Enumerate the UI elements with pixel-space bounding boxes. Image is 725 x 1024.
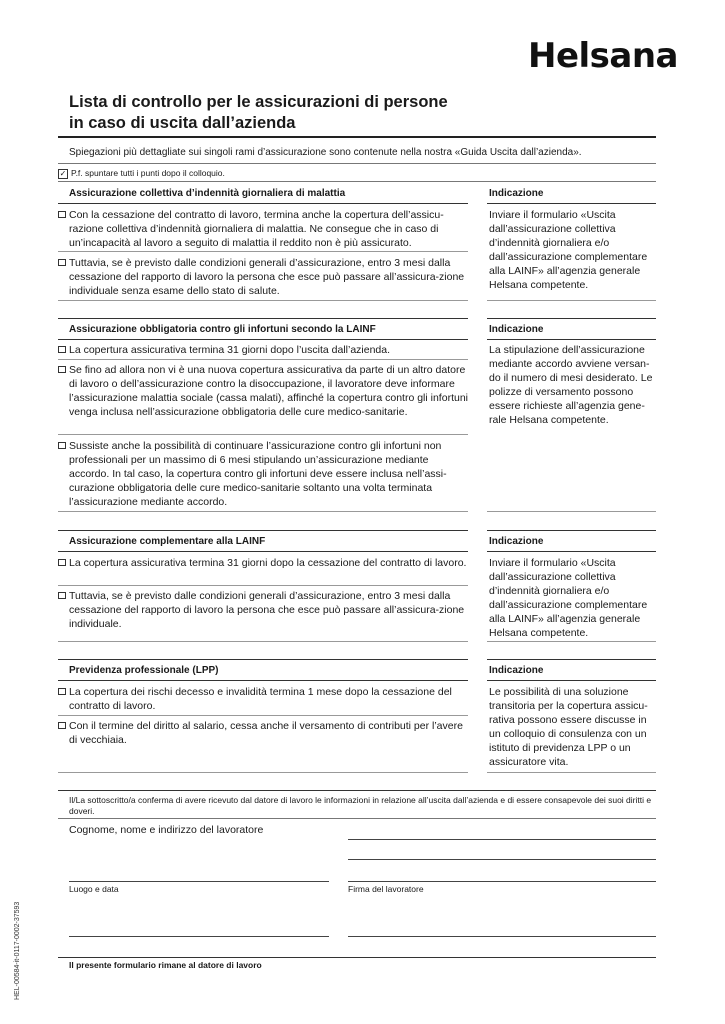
checkbox[interactable]	[58, 592, 66, 599]
item-divider	[58, 715, 468, 716]
footer-divider	[58, 957, 656, 958]
item-divider	[58, 434, 468, 435]
checklist-item[interactable]	[58, 343, 468, 357]
checklist-item-text: Con la cessazione del contratto di lavoro, termina anche la copertura dell’assicu-razione collettiva d’indennità giornaliera di malattia. Ne consegue che in caso di un’incapacità al lavoro a seguito di malattia il reddito non è più assicurato.	[69, 209, 444, 249]
place-date-line[interactable]	[69, 881, 329, 882]
item-divider	[58, 641, 468, 642]
checklist-item-text: La copertura assicurativa termina 31 giorni dopo la cessazione del contratto di lavoro.	[69, 557, 467, 569]
page-title-line1: Lista di controllo per le assicurazioni di persone	[69, 93, 448, 111]
section-divider	[58, 203, 468, 204]
checklist-item[interactable]	[58, 439, 468, 509]
section-top-divider	[487, 659, 656, 660]
indication-text: Le possibilità di una soluzione transitoria per la copertura assicu-rativa possono essere discusse in un colloquio di consulenza con un istituto di previdenza LPP o un assicuratore vita.	[489, 686, 648, 768]
indication-text: Inviare il formulario «Uscita dall’assicurazione collettiva d’indennità giornaliera e/o dall’assicurazione complementare alla LAINF» all’agenzia generale Helsana competente.	[489, 557, 648, 639]
section-top-divider	[487, 530, 656, 531]
indication-text: Inviare il formulario «Uscita dall’assicurazione collettiva d’indennità giornaliera e/o dall’assicurazione complementare alla LAINF» all’agenzia generale Helsana competente.	[489, 209, 648, 291]
indication-heading-lpp: Indicazione	[489, 665, 544, 676]
signature-field[interactable]	[348, 936, 656, 937]
name-address-label: Cognome, nome e indirizzo del lavoratore	[69, 824, 264, 836]
item-divider	[58, 251, 468, 252]
checkbox[interactable]	[58, 722, 66, 729]
section-heading-supplementary: Assicurazione complementare alla LAINF	[69, 536, 266, 547]
signature-top-line[interactable]	[348, 881, 656, 882]
checklist-item[interactable]	[58, 556, 468, 570]
item-divider	[58, 511, 468, 512]
page-title-line2: in caso di uscita dall’azienda	[69, 114, 296, 132]
checkbox[interactable]	[58, 346, 66, 353]
checklist-item-text: Tuttavia, se è previsto dalle condizioni generali d’assicurazione, entro 3 mesi dalla cessazione del rapporto di lavoro la persona che esce può passare all’assicura-zione individuale senza esame dello stato di salute.	[69, 257, 465, 297]
footer-note: Il presente formulario rimane al datore di lavoro	[69, 960, 262, 970]
checkbox[interactable]	[58, 442, 66, 449]
section-top-divider	[487, 318, 656, 319]
section-divider	[58, 680, 468, 681]
item-divider	[58, 772, 468, 773]
check-note-text: P.f. spuntare tutti i punti dopo il colloquio.	[71, 168, 225, 178]
confirmation-divider	[58, 790, 656, 791]
checklist-item-text: Con il termine del diritto al salario, cessa anche il versamento di contributi per l’avere di vecchiaia.	[69, 720, 463, 746]
confirmation-text: Il/La sottoscritto/a conferma di avere ricevuto dal datore di lavoro le informazioni in relazione all’uscita dall’azienda e di essere consapevole dei suoi diritti e doveri.	[69, 795, 652, 816]
indication-heading-accident: Indicazione	[489, 324, 544, 335]
section-heading-lpp: Previdenza professionale (LPP)	[69, 665, 219, 676]
section-divider	[487, 680, 656, 681]
name-address-line-2[interactable]	[348, 859, 656, 860]
checklist-item[interactable]	[58, 685, 468, 713]
name-address-line-1[interactable]	[348, 839, 656, 840]
indication-heading-supplementary: Indicazione	[489, 536, 544, 547]
check-note-divider	[58, 181, 656, 182]
section-heading-daily-allowance: Assicurazione collettiva d’indennità giornaliera di malattia	[69, 188, 346, 199]
section-divider	[58, 551, 468, 552]
checklist-item[interactable]	[58, 719, 468, 747]
item-divider	[487, 300, 656, 301]
section-divider	[487, 339, 656, 340]
document-code: HEL-00584-it-0117-0002-37593	[14, 901, 21, 1000]
checklist-item[interactable]	[58, 256, 468, 298]
item-divider	[487, 641, 656, 642]
title-divider	[58, 136, 656, 138]
checkbox[interactable]	[58, 259, 66, 266]
item-divider	[58, 300, 468, 301]
checked-box-icon: ✓	[59, 168, 67, 178]
indication-heading-daily-allowance: Indicazione	[489, 188, 544, 199]
intro-divider	[58, 163, 656, 164]
signature-label: Firma del lavoratore	[348, 884, 424, 894]
checklist-item-text: Sussiste anche la possibilità di continuare l’assicurazione contro gli infortuni non professionali per un massimo di 6 mesi stipulando un’assicurazione mediante accordo. In tal caso, la copertura contro gli infortuni deve essere inclusa nell’assi-curazione obbligatoria delle cure medico-sanitarie soltanto una volta terminata l’assicurazione mediante accordo.	[69, 440, 447, 508]
checkbox[interactable]	[58, 211, 66, 218]
checklist-item[interactable]	[58, 208, 468, 250]
checklist-item[interactable]	[58, 363, 468, 419]
page-title	[69, 92, 659, 134]
section-top-divider	[58, 318, 468, 319]
indication-text: La stipulazione dell’assicurazione mediante accordo avviene versan-do il numero di mesi desiderato. Le polizze di versamento possono essere richieste all’agenzia gene-rale Helsana competente.	[489, 344, 653, 426]
section-top-divider	[58, 530, 468, 531]
section-divider	[487, 551, 656, 552]
section-heading-accident: Assicurazione obbligatoria contro gli infortuni secondo la LAINF	[69, 324, 376, 335]
confirmation-bottom-divider	[58, 818, 656, 819]
checklist-item-text: La copertura dei rischi decesso e invalidità termina 1 mese dopo la cessazione del contratto di lavoro.	[69, 686, 452, 712]
place-date-field[interactable]	[69, 936, 329, 937]
item-divider	[58, 585, 468, 586]
helsana-logo: Helsana	[528, 36, 678, 76]
checkbox[interactable]	[58, 688, 66, 695]
checkbox[interactable]	[58, 559, 66, 566]
checkbox[interactable]	[58, 366, 66, 373]
item-divider	[487, 772, 656, 773]
section-divider	[58, 339, 468, 340]
item-divider	[58, 359, 468, 360]
section-top-divider	[58, 659, 468, 660]
checklist-item[interactable]	[58, 589, 468, 631]
checklist-item-text: La copertura assicurativa termina 31 giorni dopo l’uscita dall’azienda.	[69, 344, 391, 356]
item-divider	[487, 511, 656, 512]
section-divider	[487, 203, 656, 204]
checklist-item-text: Se fino ad allora non vi è una nuova copertura assicurativa da parte di un altro datore di lavoro o dell’assicurazione contro la disoccupazione, il lavoratore deve informare l’assicurazione malattia sociale (cassa malati), affinché la copertura contro gli infortuni venga inclusa nell’assicurazione obbligatoria delle cure medico-sanitarie.	[69, 364, 468, 418]
intro-text: Spiegazioni più dettagliate sui singoli rami d’assicurazione sono contenute nella nostra «Guida Uscita dall’azienda».	[69, 147, 582, 158]
check-note	[58, 167, 225, 180]
checklist-item-text: Tuttavia, se è previsto dalle condizioni generali d’assicurazione, entro 3 mesi dalla cessazione del rapporto di lavoro la persona che esce può passare all’assicura-zione individuale.	[69, 590, 465, 630]
place-date-label: Luogo e data	[69, 884, 119, 894]
